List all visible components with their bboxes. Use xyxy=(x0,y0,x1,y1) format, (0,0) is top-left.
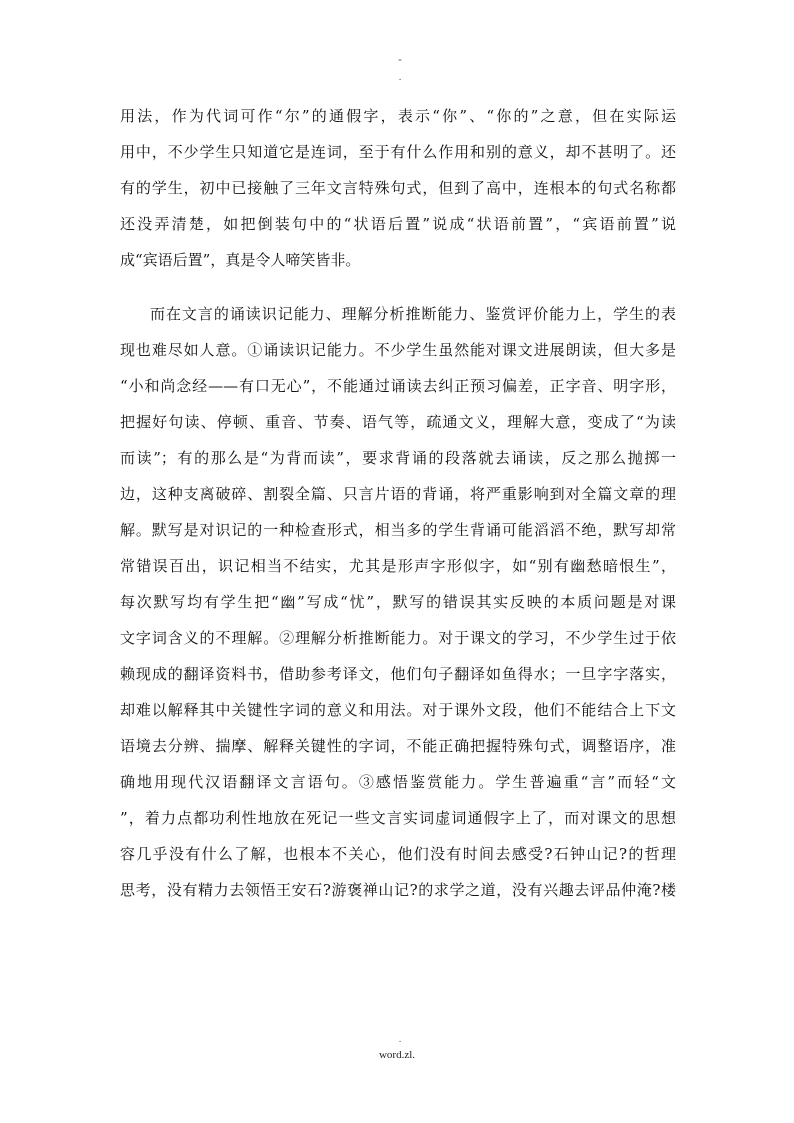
text-line: 语境去分辨、揣摩、解释关键性的字词，不能正确把握特殊句式，调整语序，准 xyxy=(120,737,676,755)
text-line: 赖现成的翻译资料书，借助参考译文，他们句子翻译如鱼得水；一旦字字落实， xyxy=(120,665,676,683)
text-line: 常错误百出，识记相当不结实，尤其是形声字形似字，如“别有幽愁暗恨生”， xyxy=(120,557,676,575)
text-line: 而读”；有的那么是“为背而读”，要求背诵的段落就去诵读，反之那么抛掷一 xyxy=(120,449,676,467)
header-dot: . xyxy=(398,73,402,83)
text-line: 有的学生，初中已接触了三年文言特殊句式，但到了高中，连根本的句式名称都 xyxy=(120,179,676,197)
paragraph-1 xyxy=(120,98,676,278)
text-line: 容几乎没有什么了解，也根本不关心，他们没有时间去感受?石钟山记?的哲理 xyxy=(120,845,676,863)
text-line: 用中，不少学生只知道它是连词，至于有什么作用和别的意义，却不甚明了。还 xyxy=(120,143,676,161)
text-line: 解。默写是对识记的一种检查形式，相当多的学生背诵可能滔滔不绝，默写却常 xyxy=(120,521,676,539)
text-line: 还没弄清楚，如把倒装句中的“状语后置”说成“状语前置”，“宾语前置”说 xyxy=(120,215,676,233)
text-line: 确地用现代汉语翻译文言语句。③感悟鉴赏能力。学生普遍重“言”而轻“文 xyxy=(120,773,676,791)
text-line: 却难以解释其中关键性字词的意义和用法。对于课外文段，他们不能结合上下文 xyxy=(120,701,676,719)
text-line: 用法，作为代词可作“尔”的通假字，表示“你”、“你的”之意，但在实际运 xyxy=(120,107,676,125)
text-line: 而在文言的诵读识记能力、理解分析推断能力、鉴赏评价能力上，学生的表 xyxy=(150,305,676,323)
text-line: 边，这种支离破碎、割裂全篇、只言片语的背诵，将严重影响到对全篇文章的理 xyxy=(120,485,676,503)
paragraph-gap xyxy=(120,278,676,296)
text-line: ”，着力点都功利性地放在死记一些文言实词虚词通假字上了，而对课文的思想 xyxy=(120,809,676,827)
header-mark: - xyxy=(398,53,402,66)
text-line: 每次默写均有学生把“幽”写成“忧”，默写的错误其实反映的本质问题是对课 xyxy=(120,593,676,611)
text-line: 思考，没有精力去领悟王安石?游褒禅山记?的求学之道，没有兴趣去评品仲淹?楼 xyxy=(120,881,676,899)
paragraph-2 xyxy=(120,296,676,908)
footer-dot: . xyxy=(398,1035,402,1045)
text-line: 把握好句读、停顿、重音、节奏、语气等，疏通文义，理解大意，变成了“为读 xyxy=(120,413,676,431)
text-line: 成“宾语后置”，真是令人啼笑皆非。 xyxy=(120,251,361,269)
body-text xyxy=(120,98,676,908)
text-line: 文字词含义的不理解。②理解分析推断能力。对于课文的学习，不少学生过于依 xyxy=(120,629,676,647)
text-line: 现也难尽如人意。①诵读识记能力。不少学生虽然能对课文进展朗读，但大多是 xyxy=(120,341,676,359)
text-line: “小和尚念经——有口无心”，不能通过诵读去纠正预习偏差，正字音、明字形， xyxy=(120,377,676,395)
footer-text: word.zl. xyxy=(378,1049,416,1061)
